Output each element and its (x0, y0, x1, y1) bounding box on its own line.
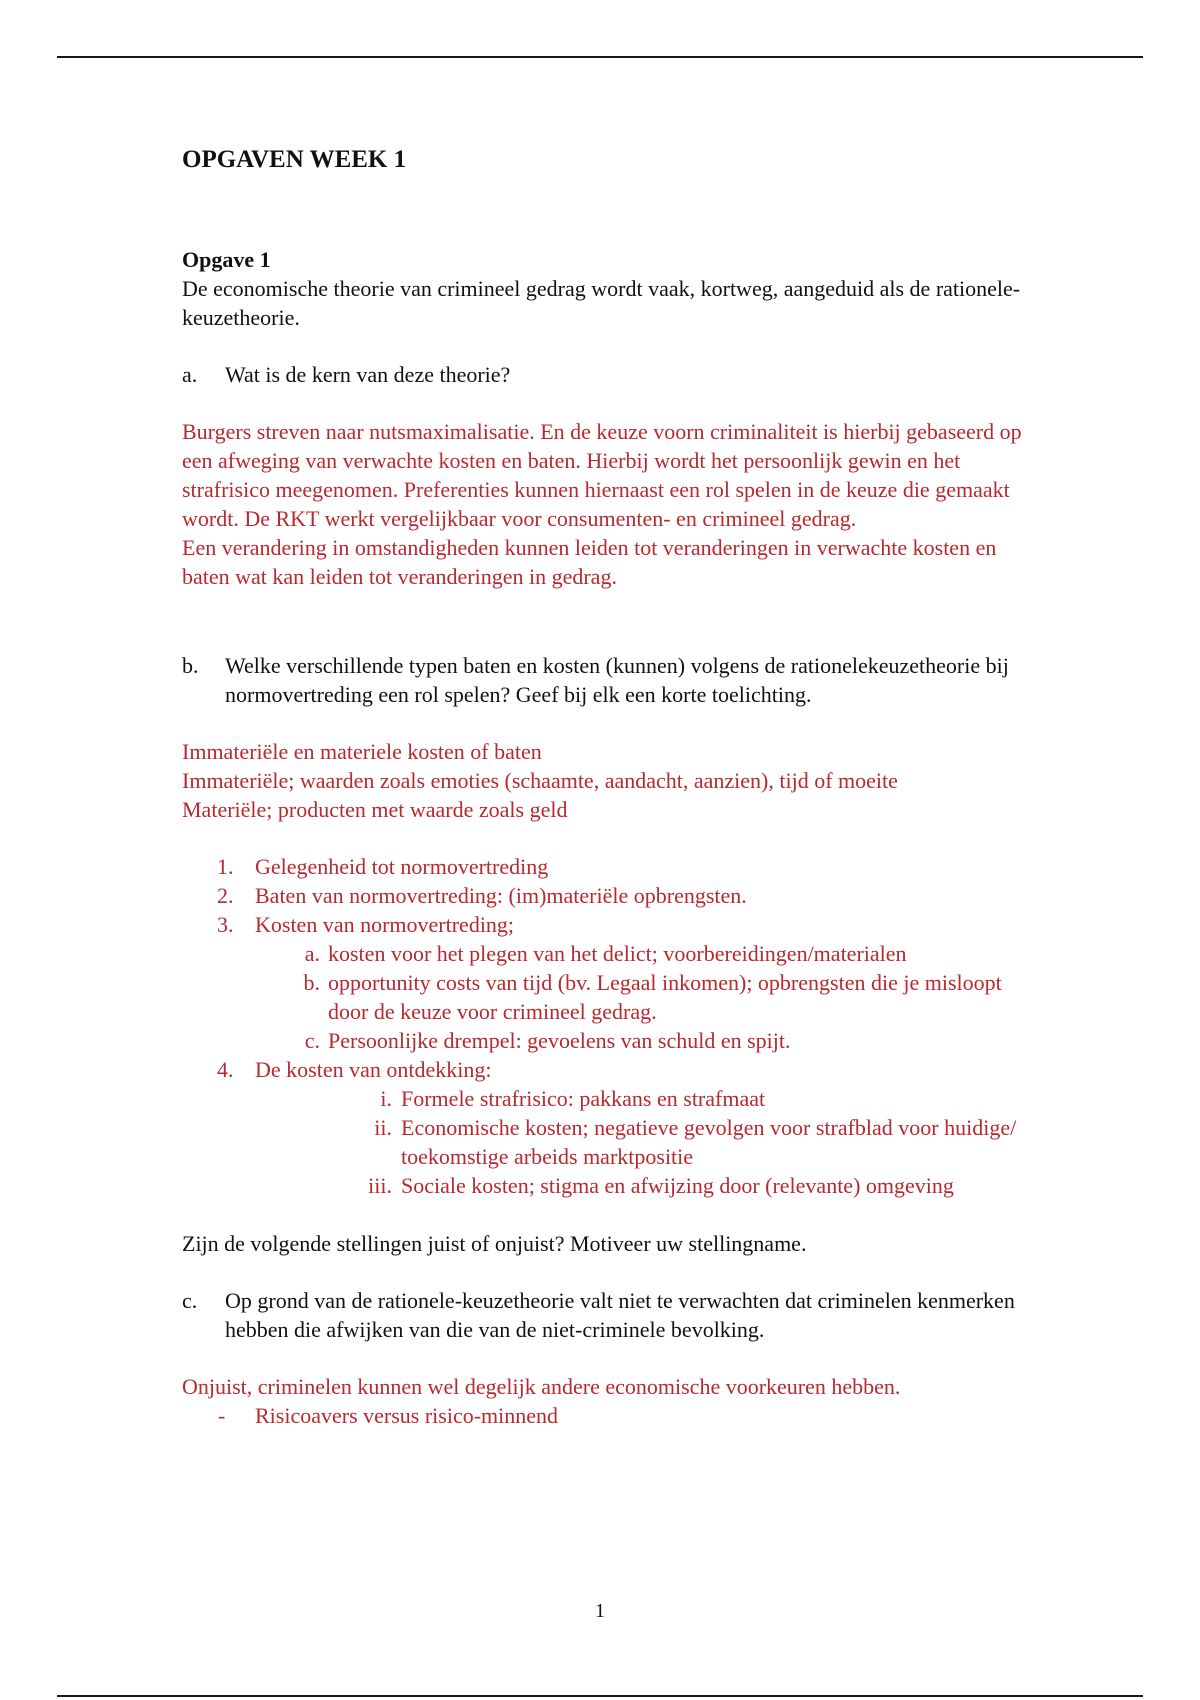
bullet-marker: - (218, 1403, 226, 1428)
list-text: Baten van normovertreding: (im)materiële opbrengsten. (255, 883, 747, 908)
roman-marker: i. (380, 1086, 392, 1111)
answer-b-line: Immateriële; waarden zoals emoties (schaamte, aandacht, aanzien), tijd of moeite (182, 768, 898, 793)
list-text: Gelegenheid tot normovertreding (255, 854, 549, 879)
sublist-item (182, 1026, 1022, 1055)
roman-text: Formele strafrisico: pakkans en strafmaat (401, 1086, 766, 1111)
sublist-item (182, 968, 1022, 1026)
answer-b-line: Materiële; producten met waarde zoals geld (182, 797, 568, 822)
roman-item (182, 1171, 1022, 1200)
answer-a: Burgers streven naar nutsmaximalisatie. En de keuze voorn criminaliteit is hierbij gebaseerd op een afweging van verwachte kosten en baten. Hierbij wordt het persoonlijk gewin en het strafrisico meegenomen. Preferenties kunnen hiernaast een rol spelen in de keuze die gemaakt wordt. De RKT werkt vergelijkbaar voor consumenten- en crimineel gedrag. (182, 419, 1022, 531)
document-page (182, 145, 1022, 1430)
page-title: OPGAVEN WEEK 1 (182, 146, 407, 173)
roman-marker: ii. (374, 1115, 392, 1140)
bullet-text: Risicoavers versus risico-minnend (255, 1403, 559, 1428)
list-text: De kosten van ontdekking: (255, 1057, 492, 1082)
bullet-item (182, 1401, 1022, 1430)
bottom-rule (57, 1695, 1143, 1697)
answer-c: Onjuist, criminelen kunnen wel degelijk andere economische voorkeuren hebben. (182, 1374, 901, 1399)
sublist-text: Persoonlijke drempel: gevoelens van schuld en spijt. (328, 1028, 791, 1053)
question-a (182, 360, 1022, 389)
list-marker: 1. (217, 854, 234, 879)
roman-marker: iii. (368, 1173, 392, 1198)
sublist-marker: a. (304, 941, 320, 966)
list-marker: 4. (217, 1057, 234, 1082)
question-a-marker: a. (182, 362, 198, 387)
list-item (182, 1055, 1022, 1084)
sublist-text: kosten voor het plegen van het delict; voorbereidingen/materialen (328, 941, 907, 966)
question-b (182, 651, 1022, 709)
list-item (182, 910, 1022, 939)
list-text: Kosten van normovertreding; (255, 912, 515, 937)
opgave-heading: Opgave 1 (182, 247, 271, 272)
roman-text: Economische kosten; negatieve gevolgen voor strafblad voor huidige/ toekomstige arbeids marktpositie (401, 1115, 1017, 1169)
list-marker: 3. (217, 912, 234, 937)
roman-item (182, 1113, 1022, 1171)
sublist-marker: c. (304, 1028, 320, 1053)
list-item (182, 881, 1022, 910)
question-c-text: Op grond van de rationele-keuzetheorie valt niet te verwachten dat criminelen kenmerken hebben die afwijken van die van de niet-criminele bevolking. (225, 1288, 1015, 1342)
question-c (182, 1286, 1022, 1344)
answer-a-continued: Een verandering in omstandigheden kunnen leiden tot veranderingen in verwachte kosten en baten wat kan leiden tot veranderingen in gedrag. (182, 535, 997, 589)
answer-b-line: Immateriële en materiele kosten of baten (182, 739, 542, 764)
sublist-text: opportunity costs van tijd (bv. Legaal inkomen); opbrengsten die je misloopt door de keuze voor crimineel gedrag. (328, 970, 1002, 1024)
list-item (182, 852, 1022, 881)
list-marker: 2. (217, 883, 234, 908)
question-b-marker: b. (182, 653, 199, 678)
sublist-item (182, 939, 1022, 968)
question-b-text: Welke verschillende typen baten en kosten (kunnen) volgens de rationelekeuzetheorie bij normovertreding een rol spelen? Geef bij elk een korte toelichting. (225, 653, 1009, 707)
sublist-marker: b. (303, 970, 320, 995)
stellingen-instruction: Zijn de volgende stellingen juist of onjuist? Motiveer uw stellingname. (182, 1231, 807, 1256)
roman-item (182, 1084, 1022, 1113)
page-number: 1 (595, 1600, 605, 1622)
top-rule (57, 56, 1143, 58)
question-c-marker: c. (182, 1288, 198, 1313)
opgave-intro: De economische theorie van crimineel gedrag wordt vaak, kortweg, aangeduid als de rationele-keuzetheorie. (182, 276, 1021, 330)
question-a-text: Wat is de kern van deze theorie? (225, 362, 511, 387)
roman-text: Sociale kosten; stigma en afwijzing door (relevante) omgeving (401, 1173, 954, 1198)
